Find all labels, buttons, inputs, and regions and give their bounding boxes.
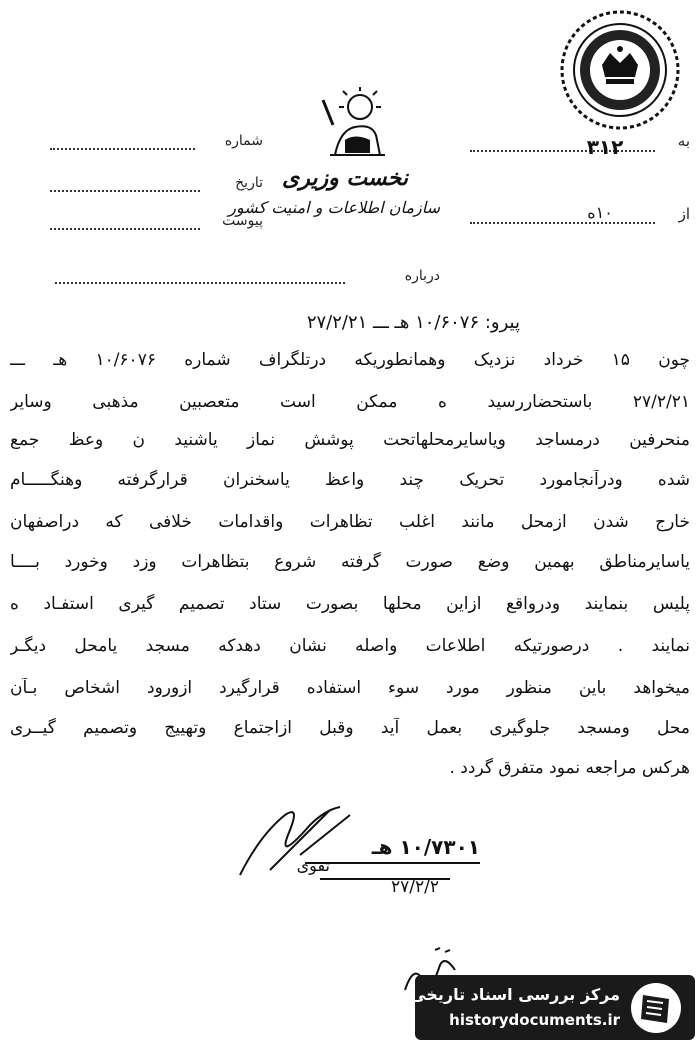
date-field-line [50, 190, 200, 192]
to-label: به [677, 132, 690, 150]
subject-field-line [55, 282, 345, 284]
body-line: یاسایرمناطق بهمین وضع صورت گرفته شروع بتظاهرات وزد وخورد بــــا [10, 552, 690, 572]
body-line: نمایند . درصورتیکه اطلاعات واصله نشان دهدکه مسجد یامحل دیگـر [10, 636, 690, 656]
body-line: ۲۷/۲/۲۱ باستحضاررسید ه ممکن است متعصبین مذهبی وسایر [10, 392, 690, 412]
signoff-rule [305, 862, 480, 864]
date-label: تاریخ [235, 175, 263, 191]
org-title: نخست وزیری [282, 165, 408, 191]
footer-org-name: مرکز بررسی اسناد تاریخی [410, 985, 620, 1004]
signoff-name: تقوی [296, 856, 330, 875]
org-subtitle: سازمان اطلاعات و امنیت کشور [228, 198, 440, 217]
body-line-last: هرکس مراجعه نمود متفرق گردد . [449, 758, 690, 778]
lion-and-sun-emblem [315, 85, 395, 165]
body-line: محل ومسجد جلوگیری بعمل آید وقبل ازاجتماع وتهییج وتصمیم گیــری [10, 718, 690, 738]
number-field-line [50, 148, 195, 150]
from-label: از [678, 205, 690, 223]
to-value: ۳۱۲ [586, 135, 624, 159]
reference-line: پیرو: ۱۰/۶۰۷۶ هـ ـــ ۲۷/۲/۲۱ [306, 312, 520, 333]
body-line: چون ۱۵ خرداد نزدیک وهمانطوریکه درتلگراف شماره ۱۰/۶۰۷۶ هـ ـــ [10, 350, 690, 370]
attachment-field-line [50, 228, 200, 230]
body-line: منحرفین درمساجد ویاسایرمحلهاتحت پوشش نماز یاشنید ن وعظ جمع [10, 430, 690, 450]
signoff-number: ۱۰/۷۳۰۱ هـ [371, 835, 480, 859]
archive-logo-icon [629, 981, 683, 1035]
signoff-date: ۲۷/۲/۲ [391, 877, 439, 897]
body-line: شده ودرآنجامورد تحریک چند واعظ یاسخنران قرارگرفته وهنگـــــام [10, 470, 690, 490]
number-label: شماره [224, 133, 263, 149]
archive-footer-logo [410, 975, 695, 1040]
round-seal-stamp [540, 5, 690, 135]
body-line: میخواهد باین منظور مورد سوء استفاده قرارگیرد ازورود اشخاص بـآن [10, 678, 690, 698]
footer-site: historydocuments.ir [449, 1011, 620, 1029]
from-value: ۱۰ه [587, 203, 613, 222]
body-line: خارج شدن ازمحل مانند اغلب تظاهرات واقدامات خلافی که دراصفهان [10, 512, 690, 532]
subject-label: درباره [404, 268, 440, 284]
body-line: پلیس بنمایند ودرواقع ازاین محلها بصورت ستاد تصمیم گیری استفـاد ه [10, 594, 690, 614]
attachment-label: پیوست [222, 213, 263, 229]
from-field-line [470, 222, 655, 224]
